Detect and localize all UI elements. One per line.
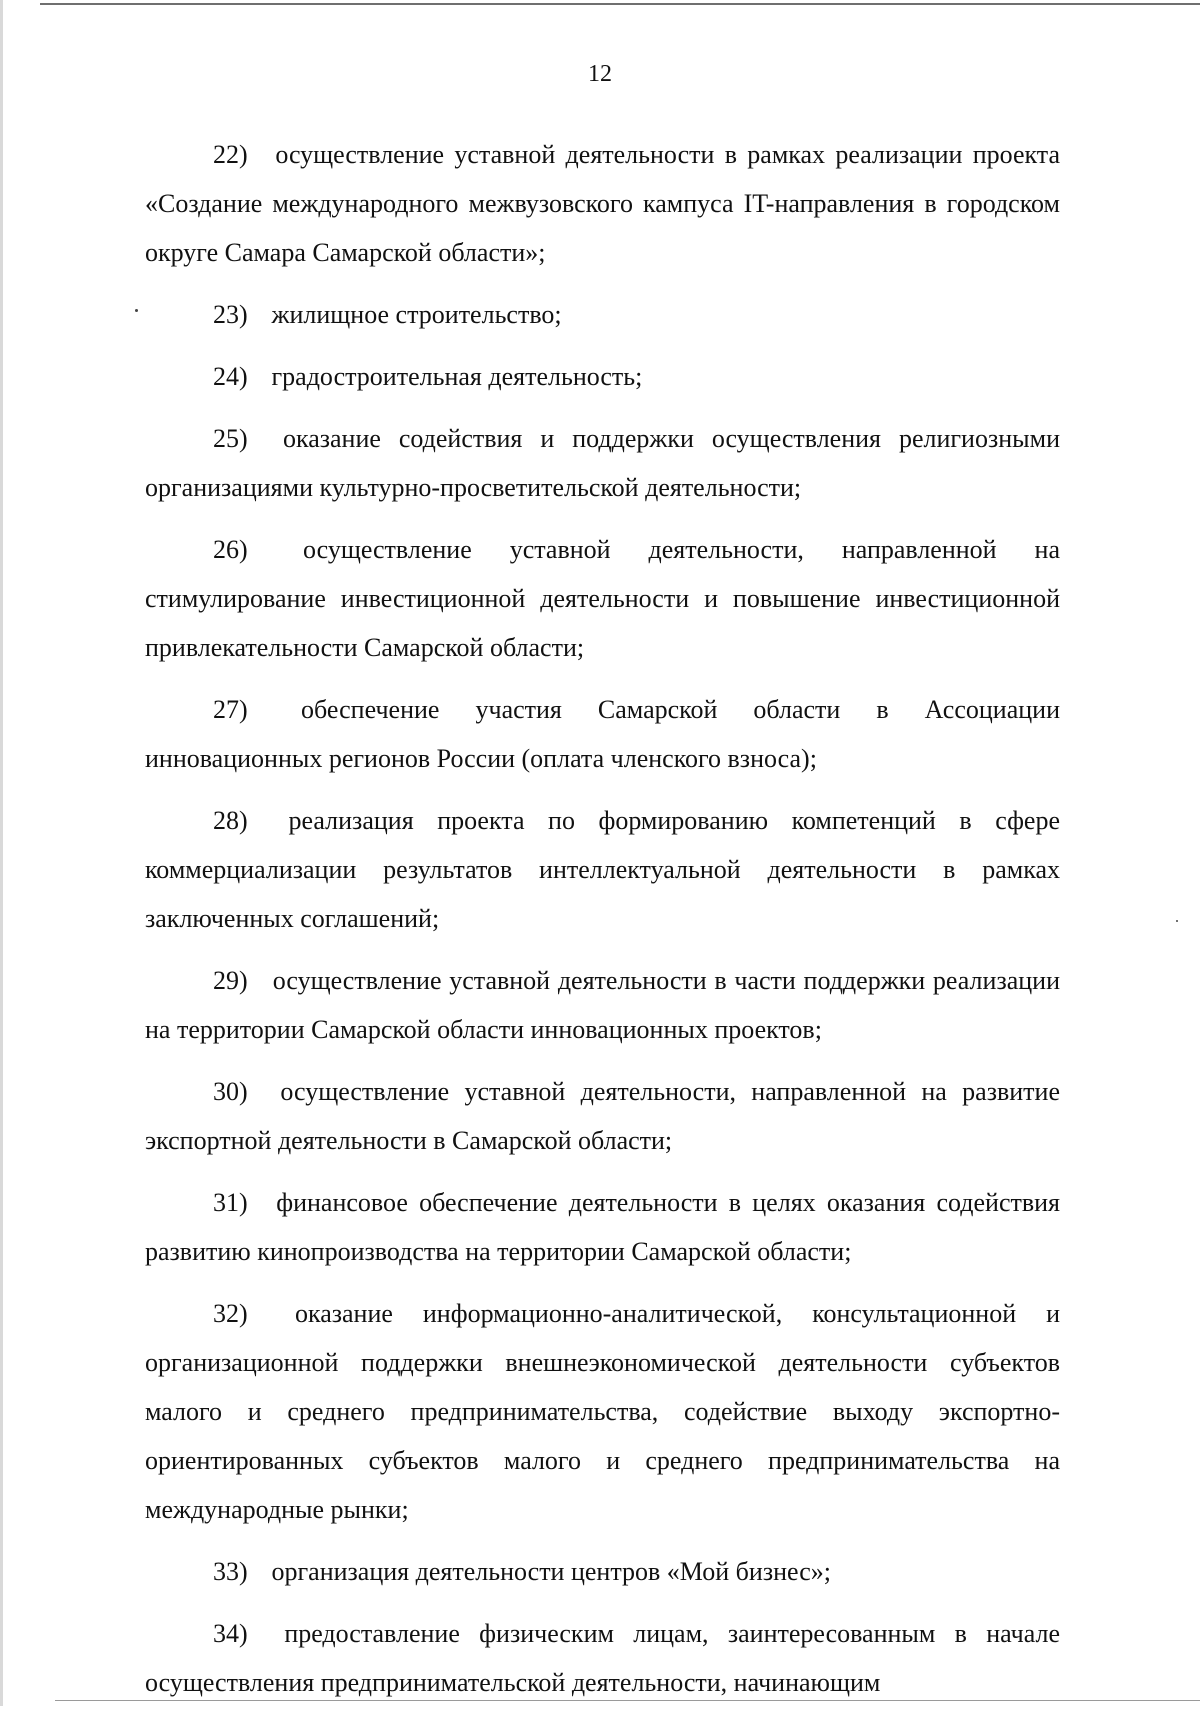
list-item-29 bbox=[145, 956, 1060, 1054]
item-number: 34) bbox=[213, 1619, 248, 1648]
item-text: реализация проекта по формированию компетенций в сфере коммерциализации результатов интеллектуальной деятельности в рамках заключенных соглашений; bbox=[145, 806, 1060, 933]
list-item-30 bbox=[145, 1067, 1060, 1165]
item-number: 31) bbox=[213, 1188, 248, 1217]
list-item-33 bbox=[145, 1547, 1060, 1596]
item-number: 33) bbox=[213, 1557, 248, 1586]
item-text: жилищное строительство; bbox=[271, 300, 562, 329]
item-number: 27) bbox=[213, 695, 248, 724]
list-item-25 bbox=[145, 414, 1060, 512]
scan-top-edge bbox=[40, 3, 1200, 5]
item-text: осуществление уставной деятельности в рамках реализации проекта «Создание международного межвузовского кампуса IT-направления в городском округе Самара Самарской области»; bbox=[145, 140, 1061, 267]
item-text: оказание информационно-аналитической, консультационной и организационной поддержки внешнеэкономической деятельности субъектов малого и среднего предпринимательства, содействие выходу экспортно-ориентированных субъектов малого и среднего предпринимательства на международные рынки; bbox=[145, 1299, 1060, 1524]
item-text: оказание содействия и поддержки осуществления религиозными организациями культурно-просветительской деятельности; bbox=[145, 424, 1060, 502]
item-text: финансовое обеспечение деятельности в целях оказания содействия развитию кинопроизводства на территории Самарской области; bbox=[145, 1188, 1061, 1266]
document-body bbox=[145, 130, 1060, 1720]
page-number: 12 bbox=[588, 61, 612, 87]
item-text: предоставление физическим лицам, заинтересованным в начале осуществления предпринимательской деятельности, начинающим bbox=[145, 1619, 1060, 1697]
item-number: 28) bbox=[213, 806, 248, 835]
scan-speck bbox=[135, 309, 138, 312]
item-number: 32) bbox=[213, 1299, 248, 1328]
item-text: организация деятельности центров «Мой бизнес»; bbox=[271, 1557, 831, 1586]
list-item-31 bbox=[145, 1178, 1060, 1276]
item-number: 30) bbox=[213, 1077, 248, 1106]
item-number: 24) bbox=[213, 362, 248, 391]
scan-speck bbox=[1176, 920, 1178, 922]
list-item-22 bbox=[145, 130, 1060, 277]
item-number: 29) bbox=[213, 966, 248, 995]
item-number: 22) bbox=[213, 140, 248, 169]
item-number: 25) bbox=[213, 424, 248, 453]
list-item-34 bbox=[145, 1609, 1060, 1707]
list-item-27 bbox=[145, 685, 1060, 783]
list-item-32 bbox=[145, 1289, 1060, 1534]
item-text: градостроительная деятельность; bbox=[271, 362, 643, 391]
item-number: 23) bbox=[213, 300, 248, 329]
item-text: осуществление уставной деятельности, направленной на развитие экспортной деятельности в Самарской области; bbox=[145, 1077, 1061, 1155]
item-text: обеспечение участия Самарской области в Ассоциации инновационных регионов России (оплата членского взноса); bbox=[145, 695, 1060, 773]
list-item-28 bbox=[145, 796, 1060, 943]
list-item-24 bbox=[145, 352, 1060, 401]
item-text: осуществление уставной деятельности в части поддержки реализации на территории Самарской области инновационных проектов; bbox=[145, 966, 1060, 1044]
item-number: 26) bbox=[213, 535, 248, 564]
item-text: осуществление уставной деятельности, направленной на стимулирование инвестиционной деятельности и повышение инвестиционной привлекательности Самарской области; bbox=[145, 535, 1061, 662]
list-item-26 bbox=[145, 525, 1060, 672]
list-item-23 bbox=[145, 290, 1060, 339]
scan-left-edge bbox=[0, 0, 3, 1706]
